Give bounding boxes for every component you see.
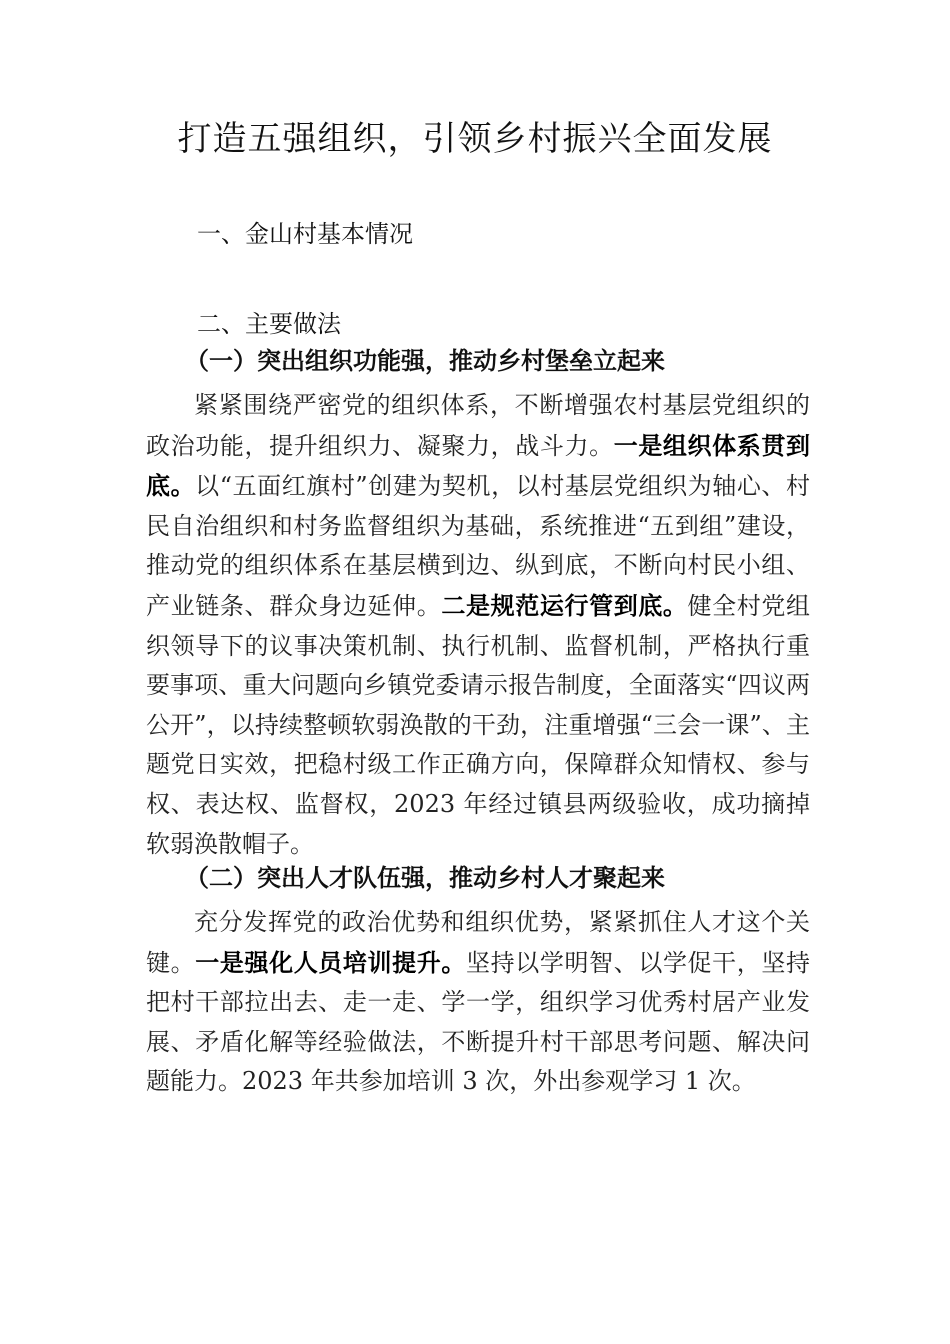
paragraph-talent	[146, 903, 810, 1102]
paragraph-body-text: 坚持以学明智、以学促干，坚持把村干部拉出去、走一走、学一学，组织学习优秀村居产业发展、矛盾化解等经验做法，不断提升村干部思考问题、解决问题能力。2023 年共参加培训 3 次，外出参观学习 1 次。	[146, 948, 811, 1096]
document-title: 打造五强组织，引领乡村振兴全面发展	[177, 119, 773, 159]
paragraph-body-text: 以“五面红旗村”创建为契机，以村基层党组织为轴心、村民自治组织和村务监督组织为基础，系统推进“五到组”建设，推动党的组织体系在基层横到边、纵到底，不断向村民小组、产业链条、群众身边延伸。	[146, 472, 811, 620]
paragraph-body-text: 健全村党组织领导下的议事决策机制、执行机制、监督机制，严格执行重要事项、重大问题向乡镇党委请示报告制度，全面落实“四议两公开”，以持续整顿软弱涣散的干劲，注重增强“三会一课”、主题党日实效，把稳村级工作正确方向，保障群众知情权、参与权、表达权、监督权，2023 年经过镇县两级验收，成功摘掉软弱涣散帽子。	[146, 591, 811, 858]
section-heading-main-practices: 二、主要做法	[197, 310, 341, 338]
subsection-heading-talent: （二）突出人才队伍强，推动乡村人才聚起来	[185, 863, 665, 892]
key-point-training: 一是强化人员培训提升。	[195, 947, 467, 977]
paragraph-organization	[146, 386, 810, 864]
section-heading-basic-info: 一、金山村基本情况	[197, 220, 413, 248]
subsection-heading-organization: （一）突出组织功能强，推动乡村堡垒立起来	[185, 346, 665, 375]
paragraph-intro-text: 充分发挥党的政治优势和组织优势，紧紧抓住人才这个关键。	[146, 908, 810, 977]
key-point-system: 一是组织体系贯到底。	[146, 430, 811, 501]
key-point-operation: 二是规范运行管到底。	[441, 590, 688, 620]
paragraph-intro-text: 紧紧围绕严密党的组织体系，不断增强农村基层党组织的政治功能，提升组织力、凝聚力，战斗力。	[146, 391, 810, 460]
